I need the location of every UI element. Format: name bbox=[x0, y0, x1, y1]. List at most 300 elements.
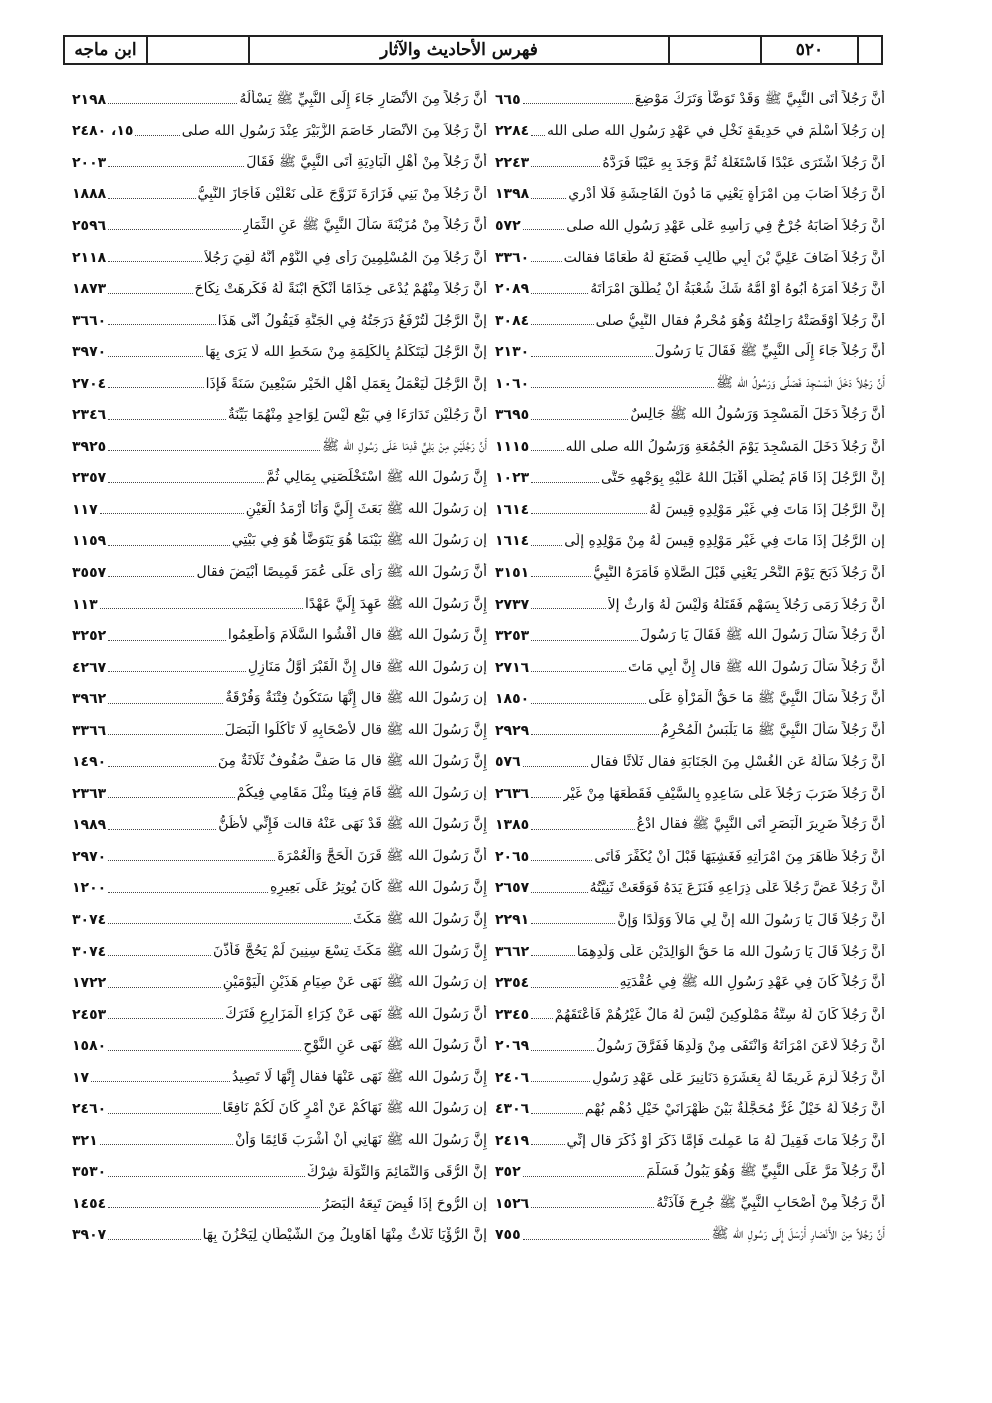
index-entry bbox=[495, 305, 885, 337]
leader-dots bbox=[531, 671, 626, 672]
hadith-text: إن رَجُلاً أَسْلَمَ في حَدِيقَةٍ نَخْلٍ في عَهْدِ رَسُولِ الله صلى الله bbox=[546, 123, 885, 140]
hadith-text: أَنَّ رَجُلاً سَأَلَ رَسُولَ الله ﷺ قال إِنَّ أَبِي مَاتَ bbox=[628, 658, 885, 675]
leader-dots bbox=[100, 608, 303, 609]
hadith-number: ٢٤٦٠ bbox=[72, 1101, 107, 1118]
index-entry bbox=[72, 746, 487, 778]
index-entry bbox=[495, 810, 885, 842]
leader-dots bbox=[108, 576, 194, 577]
hadith-number: ١٩٨٩ bbox=[72, 817, 107, 834]
hadith-text: أَنَّ رَجُلاً مِنْ بَنِي فَزَارَةَ تَزَوَّجَ عَلَى نَعْلَيْنِ فَأَجَازَ النَّبِيُّ bbox=[197, 186, 487, 203]
leader-dots bbox=[108, 356, 203, 357]
leader-dots bbox=[531, 545, 562, 546]
leader-dots bbox=[108, 545, 230, 546]
hadith-text: إِنَّ رَسُولَ الله ﷺ مَكَثَ تِسْعَ سِنِينَ لَمْ يَحُجَّ فَأَذَّنَ bbox=[212, 942, 487, 959]
hadith-text: أَنَّ رَجُلاً سَأَلَ رَسُولَ الله ﷺ فَقَالَ يَا رَسُولَ bbox=[639, 627, 885, 644]
hadith-text: أَنَّ رَجُلاً مِنَ الأَنْصَارِ جَاءَ إِلَى النَّبِيِّ ﷺ يَسْأَلُهُ bbox=[239, 90, 487, 107]
leader-dots bbox=[531, 324, 593, 325]
index-entry bbox=[72, 1220, 487, 1252]
index-entry bbox=[72, 715, 487, 747]
hadith-text: أَنَّ رَسُولَ الله ﷺ نَهَى عَنْ كِرَاءِ الْمَزَارِعِ فَتَرَكَ bbox=[225, 1005, 487, 1022]
leader-dots bbox=[531, 293, 588, 294]
hadith-text: إِنَّ الرَّجُلَ لَتُرْفَعُ دَرَجَتُهُ فِي الْجَنَّةِ فَيَقُولُ أَنَّى هَذَا bbox=[217, 312, 487, 329]
hadith-text: أَنَّ رَجُلاً قَالَ يَا رَسُولَ الله مَا حَقُّ الْوَالِدَيْنِ عَلَى وَلَدِهِمَا bbox=[576, 943, 885, 960]
index-entry bbox=[72, 273, 487, 305]
hadith-text: أَنَّ رَجُلاً ظَاهَرَ مِنَ امْرَأَتِهِ فَغَشِيَهَا قَبْلَ أَنْ يُكَفِّرَ فَأَتَى bbox=[594, 848, 885, 865]
index-entry bbox=[72, 652, 487, 684]
hadith-number: ٣٣٦٠ bbox=[495, 249, 530, 266]
page-number: ٥٢٠ bbox=[760, 37, 857, 63]
hadith-number: ٥٧٦ bbox=[495, 754, 521, 771]
hadith-number: ١٥٢٦ bbox=[495, 1195, 530, 1212]
hadith-text: أَنَّ رَجُلاً مِنْ مُزَيْنَةَ سَأَلَ النَّبِيَّ ﷺ عَنِ الثِّمَارِ bbox=[242, 216, 487, 233]
index-entry bbox=[72, 336, 487, 368]
leader-dots bbox=[135, 135, 179, 136]
leader-dots bbox=[108, 640, 226, 641]
leader-dots bbox=[523, 229, 565, 230]
index-entry bbox=[495, 526, 885, 558]
hadith-number: ٢٣٤٥ bbox=[495, 1006, 530, 1023]
hadith-number: ٢١٩٨ bbox=[72, 91, 107, 108]
hadith-text: أَنَّ رَجُلاً دَخَلَ الْمَسْجِدَ وَرَسُولُ الله ﷺ جَالِسٌ bbox=[630, 406, 885, 423]
hadith-number: ٢٠٦٥ bbox=[495, 848, 530, 865]
hadith-number: ٢٤٥٣ bbox=[72, 1006, 107, 1023]
hadith-text: أَنَّ رَسُولَ الله ﷺ نَهَى عَنِ النَّوْحِ bbox=[303, 1037, 487, 1054]
leader-dots bbox=[531, 356, 652, 357]
hadith-text: أَنَّ رَجُلاً كَانَ فِي عَهْدِ رَسُولِ الله ﷺ فِي عُقْدَتِهِ bbox=[619, 974, 885, 991]
hadith-text: أَنَّ رَجُلاً مِنْهُمْ يُدْعَى خِذَامًا أَنْكَحَ ابْنَةً لَهُ فَكَرِهَتْ نِكَاحَ bbox=[194, 281, 487, 298]
index-entry bbox=[72, 368, 487, 400]
leader-dots bbox=[531, 482, 599, 483]
hadith-number: ٢٤٠٦ bbox=[495, 1069, 530, 1086]
leader-dots bbox=[531, 640, 638, 641]
leader-dots bbox=[100, 513, 244, 514]
hadith-text: إِنَّ الرَّجُلَ لَيَعْمَلُ بِعَمَلِ أَهْلِ الْخَيْرِ سَبْعِينَ سَنَةً فَإِذَا bbox=[205, 375, 487, 392]
hadith-text: أَنَّ رَجُلاً سَأَلَ النَّبِيَّ ﷺ مَا يَلْبَسُ الْمُحْرِمُ bbox=[660, 721, 885, 738]
leader-dots bbox=[531, 892, 587, 893]
hadith-text: إِنَّ الرُّؤْيَا ثَلَاثٌ مِنْهَا أَهَاوِيلُ مِنَ الشَّيْطَانِ لِيَحْزُنَ بِهَا bbox=[202, 1227, 487, 1244]
index-entry bbox=[72, 305, 487, 337]
hadith-text: إن رَسُولَ الله ﷺ بَعَثَ إِلَيَّ وَأَنَا أَرْمَدُ الْعَيْنِ bbox=[245, 500, 487, 517]
leader-dots bbox=[108, 923, 351, 924]
index-entry bbox=[495, 463, 885, 495]
hadith-text: أَنَّ رَجُلاً أَوْقَصَتْهُ رَاحِلَتُهُ وَهُوَ مُحْرِمٌ فقال النَّبِيُّ صلى bbox=[595, 312, 885, 329]
hadith-number: ١١٥٩ bbox=[72, 533, 107, 550]
leader-dots bbox=[531, 987, 617, 988]
leader-dots bbox=[100, 1144, 233, 1145]
leader-dots bbox=[531, 135, 545, 136]
index-entry bbox=[72, 463, 487, 495]
index-entry bbox=[495, 1030, 885, 1062]
hadith-text: أَنَّ رَجُلاً أَضَافَ عَلِيَّ بْنَ أَبِي طَالِبٍ فَصَنَعَ لَهُ طَعَامًا فقالت bbox=[563, 249, 885, 266]
leader-dots bbox=[531, 734, 658, 735]
index-entry bbox=[72, 210, 487, 242]
index-entry bbox=[72, 904, 487, 936]
hadith-text: إِنَّ رَسُولَ الله ﷺ قال لأَصْحَابِهِ لَا تَأْكُلُوا الْبَصَلَ bbox=[224, 721, 487, 738]
hadith-number: ٦٦٥ bbox=[495, 91, 521, 108]
hadith-text: إِنَّ رَسُولَ الله ﷺ عَهِدَ إِلَيَّ عَهْدًا bbox=[305, 595, 487, 612]
index-entry bbox=[72, 683, 487, 715]
hadith-number: ٣٢٥٢ bbox=[72, 628, 107, 645]
index-entry bbox=[495, 1220, 885, 1252]
leader-dots bbox=[108, 103, 237, 104]
leader-dots bbox=[108, 198, 195, 199]
index-entry bbox=[495, 1157, 885, 1189]
hadith-text: أَنَّ رَجُلاً دَخَلَ الْمَسْجِدَ يَوْمَ الْجُمُعَةِ وَرَسُولُ الله صلى الله bbox=[565, 438, 885, 455]
hadith-text: إن رَسُولَ الله ﷺ بَيْنَمَا هُوَ يَتَوَضَّأُ هُوَ فِي بَيْتِي bbox=[231, 532, 487, 549]
hadith-text: أَنَّ رَجُلاً مِنَ الأَنْصَارِ أَرْسَلَ إِلَى رَسُولِ الله ﷺ bbox=[711, 1226, 885, 1243]
hadith-number: ٢١١٨ bbox=[72, 249, 107, 266]
hadith-text: إن رَسُولَ الله ﷺ قَامَ فِينَا مِثْلَ مَقَامِي فِيكُمْ bbox=[236, 784, 487, 801]
hadith-text: إِنَّ الرَّجُلَ إِذَا مَاتَ فِي غَيْرِ مَوْلِدِهِ قِيسَ لَهُ bbox=[649, 501, 885, 518]
leader-dots bbox=[108, 1113, 220, 1114]
leader-dots bbox=[531, 703, 646, 704]
leader-dots bbox=[108, 671, 246, 672]
index-entry bbox=[72, 179, 487, 211]
hadith-number: ٢٥٩٦ bbox=[72, 217, 107, 234]
hadith-number: ٢٠٠٣ bbox=[72, 154, 107, 171]
leader-dots bbox=[108, 324, 215, 325]
index-entry bbox=[495, 431, 885, 463]
hadith-number: ٣٩٧٠ bbox=[72, 344, 107, 361]
index-entry bbox=[72, 242, 487, 274]
hadith-number: ١٢٠٠ bbox=[72, 880, 107, 897]
hadith-number: ٣٠٧٤ bbox=[72, 943, 107, 960]
hadith-text: أَنَّ رَجُلاً قَالَ يَا رَسُولَ الله إِنَّ لِي مَالاً وَوَلَدًا وَإِنَّ bbox=[617, 911, 885, 928]
hadith-text: أَنَّ رَجُلاً دَخَلَ الْمَسْجِدَ فَصَلَّى وَرَسُولُ الله ﷺ bbox=[715, 374, 885, 391]
hadith-text: أَنَّ رَسُولَ الله ﷺ قَرَنَ الْحَجَّ وَالْعُمْرَةَ bbox=[277, 847, 487, 864]
leader-dots bbox=[108, 829, 216, 830]
index-entry bbox=[495, 652, 885, 684]
hadith-text: إِنَّ رَسُولَ الله ﷺ قال مَا صَفَّ صُفُوفٌ ثَلَاثَةٌ مِنَ bbox=[217, 753, 487, 770]
index-entry bbox=[72, 1030, 487, 1062]
hadith-text: أَنَّ رَجُلاً أَتَى النَّبِيَّ ﷺ وَقَدْ تَوَضَّأَ وَتَرَكَ مَوْضِعَ bbox=[634, 90, 885, 107]
index-entry bbox=[495, 715, 885, 747]
hadith-number: ٣٩٢٥ bbox=[72, 438, 107, 455]
hadith-text: إن رَسُولَ الله ﷺ نَهَاكُمْ عَنْ أَمْرٍ كَانَ لَكُمْ نَافِعًا bbox=[222, 1100, 487, 1117]
leader-dots bbox=[108, 166, 244, 167]
hadith-text: إِنَّ رَسُولَ الله ﷺ نَهَى عَنْهَا فقال إِنَّهَا لَا تَصِيدُ bbox=[232, 1068, 487, 1085]
leader-dots bbox=[108, 955, 211, 956]
hadith-text: أَنَّ رَجُلاً سَأَلَ النَّبِيَّ ﷺ مَا حَقُّ الْمَرْأَةِ عَلَى bbox=[648, 690, 885, 707]
index-entry bbox=[72, 1094, 487, 1126]
leader-dots bbox=[531, 1018, 553, 1019]
leader-dots bbox=[531, 1050, 594, 1051]
hadith-number: ٧٥٥ bbox=[495, 1227, 521, 1244]
index-entry bbox=[495, 1125, 885, 1157]
hadith-text: أَنَّ رَجُلاً مِنَ الْمُسْلِمِينَ رَأَى فِي النَّوْمِ أَنَّهُ لَقِيَ رَجُلاً bbox=[204, 249, 487, 266]
index-entry bbox=[495, 841, 885, 873]
hadith-number: ٢٢٨٤ bbox=[495, 123, 530, 140]
leader-dots bbox=[523, 766, 589, 767]
leader-dots bbox=[531, 860, 592, 861]
hadith-number: ٣٩٠٧ bbox=[72, 1227, 107, 1244]
index-entry bbox=[495, 242, 885, 274]
leader-dots bbox=[108, 1018, 223, 1019]
leader-dots bbox=[108, 703, 223, 704]
hadith-text: إِنَّ رَسُولَ الله ﷺ قال أَفْشُوا السَّلَامَ وَأَطْعِمُوا bbox=[227, 627, 487, 644]
hadith-number: ١١٧ bbox=[72, 501, 98, 518]
index-entry bbox=[495, 557, 885, 589]
hadith-number: ٣١٥١ bbox=[495, 564, 530, 581]
hadith-number: ١٠٢٣ bbox=[495, 470, 530, 487]
hadith-number: ٢٣٤٦ bbox=[72, 407, 107, 424]
leader-dots bbox=[531, 1144, 564, 1145]
index-entry bbox=[72, 84, 487, 116]
index-entry bbox=[72, 526, 487, 558]
hadith-number: ٣٦٦٢ bbox=[495, 943, 530, 960]
hadith-number: ٣٠٧٤ bbox=[72, 911, 107, 928]
hadith-text: إِنَّ رَسُولَ الله ﷺ كَانَ يُوتِرُ عَلَى بَعِيرِهِ bbox=[270, 879, 487, 896]
index-entry bbox=[72, 147, 487, 179]
hadith-text: أَنَّ رَجُلاً مِنْ أَصْحَابِ النَّبِيِّ ﷺ جُرِحَ فَآذَتْهُ bbox=[656, 1194, 885, 1211]
hadith-text: أَنَّ رَجُلاً ضَرَبَ رَجُلاً عَلَى سَاعِدِهِ بِالسَّيْفِ فَقَطَعَهَا مِنْ غَيْرِ bbox=[562, 785, 885, 802]
hadith-number: ٣٣٦٦ bbox=[72, 722, 107, 739]
hadith-text: أَنَّ رَجُلاً ذَبَحَ يَوْمَ النَّحْرِ يَعْنِي قَبْلَ الصَّلَاةِ فَأَمَرَهُ النَّبِيُّ bbox=[593, 564, 885, 581]
leader-dots bbox=[108, 987, 221, 988]
page-title: فهرس الأحاديث والآثار bbox=[248, 37, 668, 63]
leader-dots bbox=[531, 261, 561, 262]
hadith-number: ٢٠٦٩ bbox=[495, 1038, 530, 1055]
leader-dots bbox=[523, 103, 633, 104]
hadith-number: ١٠٦٠ bbox=[495, 375, 530, 392]
leader-dots bbox=[108, 734, 223, 735]
index-entry bbox=[72, 873, 487, 905]
leader-dots bbox=[531, 419, 628, 420]
hadith-number: ٢٩٧٠ bbox=[72, 848, 107, 865]
index-column-right bbox=[495, 84, 885, 1251]
index-entry bbox=[495, 210, 885, 242]
index-entry bbox=[495, 620, 885, 652]
hadith-number: ٣٥٥٧ bbox=[72, 564, 107, 581]
index-entry bbox=[495, 116, 885, 148]
hadith-text: أَنَّ رَجُلَيْنِ تَدَارَءَا فِي بَيْعٍ لَيْسَ لِوَاحِدٍ مِنْهُمَا بَيِّنَةٌ bbox=[227, 407, 487, 424]
leader-dots bbox=[531, 1113, 583, 1114]
hadith-number: ١١٣ bbox=[72, 596, 98, 613]
hadith-text: إِنَّ رَسُولَ الله ﷺ مَكَثَ bbox=[352, 910, 487, 927]
hadith-number: ١٥، ٢٤٨٠ bbox=[72, 123, 134, 140]
hadith-text: أَنَّ رَجُلاً أَمَرَهُ أَبُوهُ أَوْ أُمُّهُ شَكَّ شُعْبَةُ أَنْ يُطَلِّقَ امْرَأَتَهُ bbox=[590, 281, 885, 298]
index-entry bbox=[72, 999, 487, 1031]
leader-dots bbox=[108, 261, 202, 262]
hadith-number: ١٥٨٠ bbox=[72, 1038, 107, 1055]
hadith-text: أَنَّ رَجُلاً لَهُ خَيْلٌ غُرٌّ مُحَجَّلَةٌ بَيْنَ ظَهْرَانَيْ خَيْلٍ دُهْمٍ بُهْمٍ bbox=[584, 1101, 885, 1118]
leader-dots bbox=[108, 1207, 320, 1208]
hadith-text: أَنَّ رَجُلاً مَاتَ فَقِيلَ لَهُ مَا عَمِلْتَ فَإِمَّا ذَكَرَ أَوْ ذُكِّرَ قال إِنِّي bbox=[566, 1132, 885, 1149]
hadith-number: ٣٥٣٠ bbox=[72, 1164, 107, 1181]
hadith-text: أَنَّ رَجُلاً اشْتَرَى عَبْدًا فَاسْتَغَلَّهُ ثُمَّ وَجَدَ بِهِ عَيْبًا فَرَدَّهُ bbox=[602, 154, 885, 171]
leader-dots bbox=[531, 576, 591, 577]
header-spacer bbox=[668, 37, 760, 63]
index-entry bbox=[495, 1062, 885, 1094]
hadith-number: ٢٧١٦ bbox=[495, 659, 530, 676]
index-entry bbox=[495, 179, 885, 211]
hadith-text: إِنَّ رَسُولَ الله ﷺ قَدْ نَهَى عَنْهُ قالت فَإِنِّي لأَظُنُّ bbox=[218, 816, 487, 833]
hadith-text: أَنَّ رَجُلاً عَضَّ رَجُلاً عَلَى ذِرَاعِهِ فَنَزَعَ يَدَهُ فَوَقَعَتْ ثَنِيَّتُهُ bbox=[589, 880, 885, 897]
hadith-number: ١٣٩٨ bbox=[495, 186, 530, 203]
index-entry bbox=[495, 589, 885, 621]
hadith-number: ٣٢٥٣ bbox=[495, 628, 530, 645]
hadith-text: أَنَّ رَجُلاً مَرَّ عَلَى النَّبِيِّ ﷺ وَهُوَ يَبُولُ فَسَلَّمَ bbox=[646, 1163, 885, 1180]
leader-dots bbox=[531, 1207, 654, 1208]
header-spacer bbox=[146, 37, 248, 63]
index-entry bbox=[495, 1094, 885, 1126]
hadith-text: أَنَّ رَجُلاً رَمَى رَجُلاً بِسَهْمٍ فَقَتَلَهُ وَلَيْسَ لَهُ وَارِثٌ إِلاَّ bbox=[607, 596, 885, 613]
leader-dots bbox=[531, 166, 600, 167]
index-column-left bbox=[72, 84, 487, 1251]
hadith-number: ٢٩٢٩ bbox=[495, 722, 530, 739]
index-entry bbox=[495, 904, 885, 936]
hadith-number: ١٨٨٨ bbox=[72, 186, 107, 203]
leader-dots bbox=[523, 1176, 645, 1177]
page-header bbox=[63, 35, 883, 65]
leader-dots bbox=[108, 419, 226, 420]
index-entry bbox=[72, 778, 487, 810]
hadith-text: إن رَسُولَ الله ﷺ قال إِنَّهَا سَتَكُونُ فِتْنَةٌ وَفُرْقَةٌ bbox=[225, 690, 487, 707]
hadith-text: أَنَّ رَجُلاً أَصَابَهُ جُرْحٌ فِي رَأْسِهِ عَلَى عَهْدِ رَسُولِ الله صلى bbox=[566, 217, 885, 234]
leader-dots bbox=[531, 513, 647, 514]
hadith-number: ٣٩٦٢ bbox=[72, 691, 107, 708]
index-entry bbox=[495, 273, 885, 305]
index-entry bbox=[495, 147, 885, 179]
hadith-number: ١٧ bbox=[72, 1069, 90, 1086]
leader-dots bbox=[108, 766, 216, 767]
header-blank-cell bbox=[857, 37, 881, 63]
hadith-number: ٢٣٥٧ bbox=[72, 470, 107, 487]
leader-dots bbox=[108, 1050, 301, 1051]
hadith-number: ٣٢١ bbox=[72, 1132, 98, 1149]
hadith-number: ٢٣٦٣ bbox=[72, 785, 107, 802]
hadith-number: ٤٣٠٦ bbox=[495, 1101, 530, 1118]
hadith-number: ٢٢٤٣ bbox=[495, 154, 530, 171]
leader-dots bbox=[531, 797, 561, 798]
index-entry bbox=[495, 1188, 885, 1220]
leader-dots bbox=[531, 387, 714, 388]
hadith-text: إن رَسُولَ الله ﷺ قال إِنَّ الْقَبْرَ أَوَّلُ مَنَازِلِ bbox=[247, 658, 487, 675]
leader-dots bbox=[108, 482, 264, 483]
leader-dots bbox=[531, 1081, 590, 1082]
leader-dots bbox=[91, 1081, 230, 1082]
hadith-text: أَنَّ رَجُلاً سَأَلَهُ عَنِ الْغُسْلِ مِنَ الْجَنَابَةِ فقال ثَلَاثًا فقال bbox=[590, 754, 885, 771]
index-entry bbox=[495, 84, 885, 116]
hadith-number: ٢٢٩١ bbox=[495, 911, 530, 928]
leader-dots bbox=[108, 860, 275, 861]
hadith-text: إِنَّ الرَّجُلَ إِذَا قَامَ يُصَلِّي أَقْبَلَ اللهُ عَلَيْهِ بِوَجْهِهِ حَتَّى bbox=[600, 470, 885, 487]
hadith-number: ٢١٣٠ bbox=[495, 344, 530, 361]
hadith-number: ٢٣٥٤ bbox=[495, 975, 530, 992]
leader-dots bbox=[531, 608, 605, 609]
leader-dots bbox=[108, 797, 235, 798]
index-entry bbox=[72, 1125, 487, 1157]
index-entry bbox=[72, 1188, 487, 1220]
index-entry bbox=[495, 494, 885, 526]
hadith-number: ١٤٩٠ bbox=[72, 754, 107, 771]
hadith-text: أَنَّ رَجُلاً لَزِمَ غَرِيمًا لَهُ بِعَشَرَةِ دَنَانِيرَ عَلَى عَهْدِ رَسُولِ bbox=[592, 1069, 885, 1086]
hadith-number: ١٦١٤ bbox=[495, 501, 530, 518]
hadith-number: ٢٤١٩ bbox=[495, 1132, 530, 1149]
hadith-text: إِنَّ رَسُولَ الله ﷺ اسْتَخْلَصَنِي بِمَالِي ثُمَّ bbox=[266, 469, 487, 486]
leader-dots bbox=[531, 923, 615, 924]
index-entry bbox=[495, 683, 885, 715]
hadith-number: ٣٦٦٠ bbox=[72, 312, 107, 329]
index-entry bbox=[72, 431, 487, 463]
index-entry bbox=[495, 746, 885, 778]
hadith-text: إن رَسُولَ الله ﷺ نَهَى عَنْ صِيَامِ هَذَيْنِ الْيَوْمَيْنِ bbox=[222, 974, 487, 991]
index-entry bbox=[72, 1062, 487, 1094]
index-entry bbox=[495, 336, 885, 368]
hadith-text: أَنَّ رَجُلاً ضَرِيرَ الْبَصَرِ أَتَى النَّبِيَّ ﷺ فقال ادْعُ bbox=[636, 816, 885, 833]
hadith-number: ٤٢٦٧ bbox=[72, 659, 107, 676]
hadith-text: أَنَّ رَجُلاً جَاءَ إِلَى النَّبِيِّ ﷺ فَقَالَ يَا رَسُولَ bbox=[654, 343, 885, 360]
hadith-text: أَنَّ رَجُلاً أَصَابَ مِن امْرَأَةٍ يَعْنِي مَا دُونَ الْفَاحِشَةِ فَلَا أَدْرِي bbox=[568, 186, 885, 203]
index-entry bbox=[72, 936, 487, 968]
index-entry bbox=[495, 368, 885, 400]
index-entry bbox=[72, 557, 487, 589]
hadith-text: إِنَّ رَسُولَ الله ﷺ نَهَانِي أَنْ أَشْرَبَ قَائِمًا وَأَنْ bbox=[235, 1131, 487, 1148]
index-entry bbox=[495, 873, 885, 905]
hadith-number: ١٧٢٢ bbox=[72, 975, 107, 992]
hadith-number: ١٦١٤ bbox=[495, 533, 530, 550]
hadith-number: ١٨٧٣ bbox=[72, 281, 107, 298]
leader-dots bbox=[108, 229, 240, 230]
leader-dots bbox=[523, 1239, 710, 1240]
hadith-text: إِنَّ الرَّجُلَ لَيَتَكَلَّمُ بِالْكَلِمَةِ مِنْ سَخَطِ الله لَا يَرَى بِهَا bbox=[205, 344, 487, 361]
hadith-text: أَنَّ رَسُولَ الله ﷺ رَأَى عَلَى عُمَرَ قَمِيصًا أَبْيَضَ فقال bbox=[196, 563, 487, 580]
hadith-text: أَنَّ رَجُلاً مِنَ الأَنْصَارِ خَاصَمَ الزُّبَيْرَ عِنْدَ رَسُولِ الله صلى bbox=[181, 123, 487, 140]
index-entry bbox=[72, 116, 487, 148]
leader-dots bbox=[531, 955, 575, 956]
leader-dots bbox=[531, 198, 566, 199]
hadith-text: أَنَّ رَجُلاً لَاعَنَ امْرَأَتَهُ وَانْتَفَى مِنْ وَلَدِهَا فَفَرَّقَ رَسُولُ bbox=[596, 1038, 885, 1055]
index-entry bbox=[72, 810, 487, 842]
hadith-number: ٣٥٢ bbox=[495, 1164, 521, 1181]
hadith-number: ٣٦٩٥ bbox=[495, 407, 530, 424]
hadith-text: إن الرُّوحَ إِذَا قُبِضَ تَبِعَهُ الْبَصَرُ bbox=[322, 1195, 487, 1212]
hadith-number: ٢٧٠٤ bbox=[72, 375, 107, 392]
leader-dots bbox=[108, 450, 320, 451]
index-entry bbox=[72, 967, 487, 999]
leader-dots bbox=[108, 387, 203, 388]
leader-dots bbox=[108, 892, 268, 893]
leader-dots bbox=[108, 293, 192, 294]
hadith-number: ١٤٥٤ bbox=[72, 1195, 107, 1212]
hadith-number: ١٨٥٠ bbox=[495, 691, 530, 708]
hadith-number: ٢٦٥٧ bbox=[495, 880, 530, 897]
index-entry bbox=[495, 967, 885, 999]
hadith-number: ٣٠٨٤ bbox=[495, 312, 530, 329]
hadith-text: أَنَّ رَجُلاً كَانَ لَهُ سِتَّةُ مَمْلُوكِينَ لَيْسَ لَهُ مَالٌ غَيْرُهُمْ فَأَعْتَقَهُمْ bbox=[554, 1006, 885, 1023]
hadith-number: ٢٠٨٩ bbox=[495, 281, 530, 298]
index-entry bbox=[72, 841, 487, 873]
index-entry bbox=[495, 936, 885, 968]
hadith-number: ١١١٥ bbox=[495, 438, 530, 455]
hadith-number: ٢٦٣٦ bbox=[495, 785, 530, 802]
hadith-text: أَنَّ رَجُلاً مِنْ أَهْلِ الْبَادِيَةِ أَتَى النَّبِيَّ ﷺ فَقَالَ bbox=[246, 153, 487, 170]
hadith-number: ١٣٨٥ bbox=[495, 817, 530, 834]
hadith-text: إِنَّ الرُّقَى وَالتَّمَائِمَ وَالتِّوَلَةَ شِرْكٌ bbox=[306, 1164, 487, 1181]
index-entry bbox=[72, 589, 487, 621]
hadith-number: ٢٧٣٧ bbox=[495, 596, 530, 613]
index-entry bbox=[72, 620, 487, 652]
index-entry bbox=[495, 778, 885, 810]
leader-dots bbox=[108, 1239, 200, 1240]
book-name: ابن ماجه bbox=[74, 40, 137, 60]
index-entry bbox=[72, 494, 487, 526]
index-entry bbox=[72, 1157, 487, 1189]
leader-dots bbox=[531, 450, 563, 451]
hadith-text: إن الرَّجُلَ إِذَا مَاتَ فِي غَيْرِ مَوْلِدِهِ قِيسَ لَهُ مِنْ مَوْلِدِهِ إِلَى bbox=[564, 533, 885, 550]
hadith-number: ٥٧٢ bbox=[495, 217, 521, 234]
leader-dots bbox=[108, 1176, 305, 1177]
